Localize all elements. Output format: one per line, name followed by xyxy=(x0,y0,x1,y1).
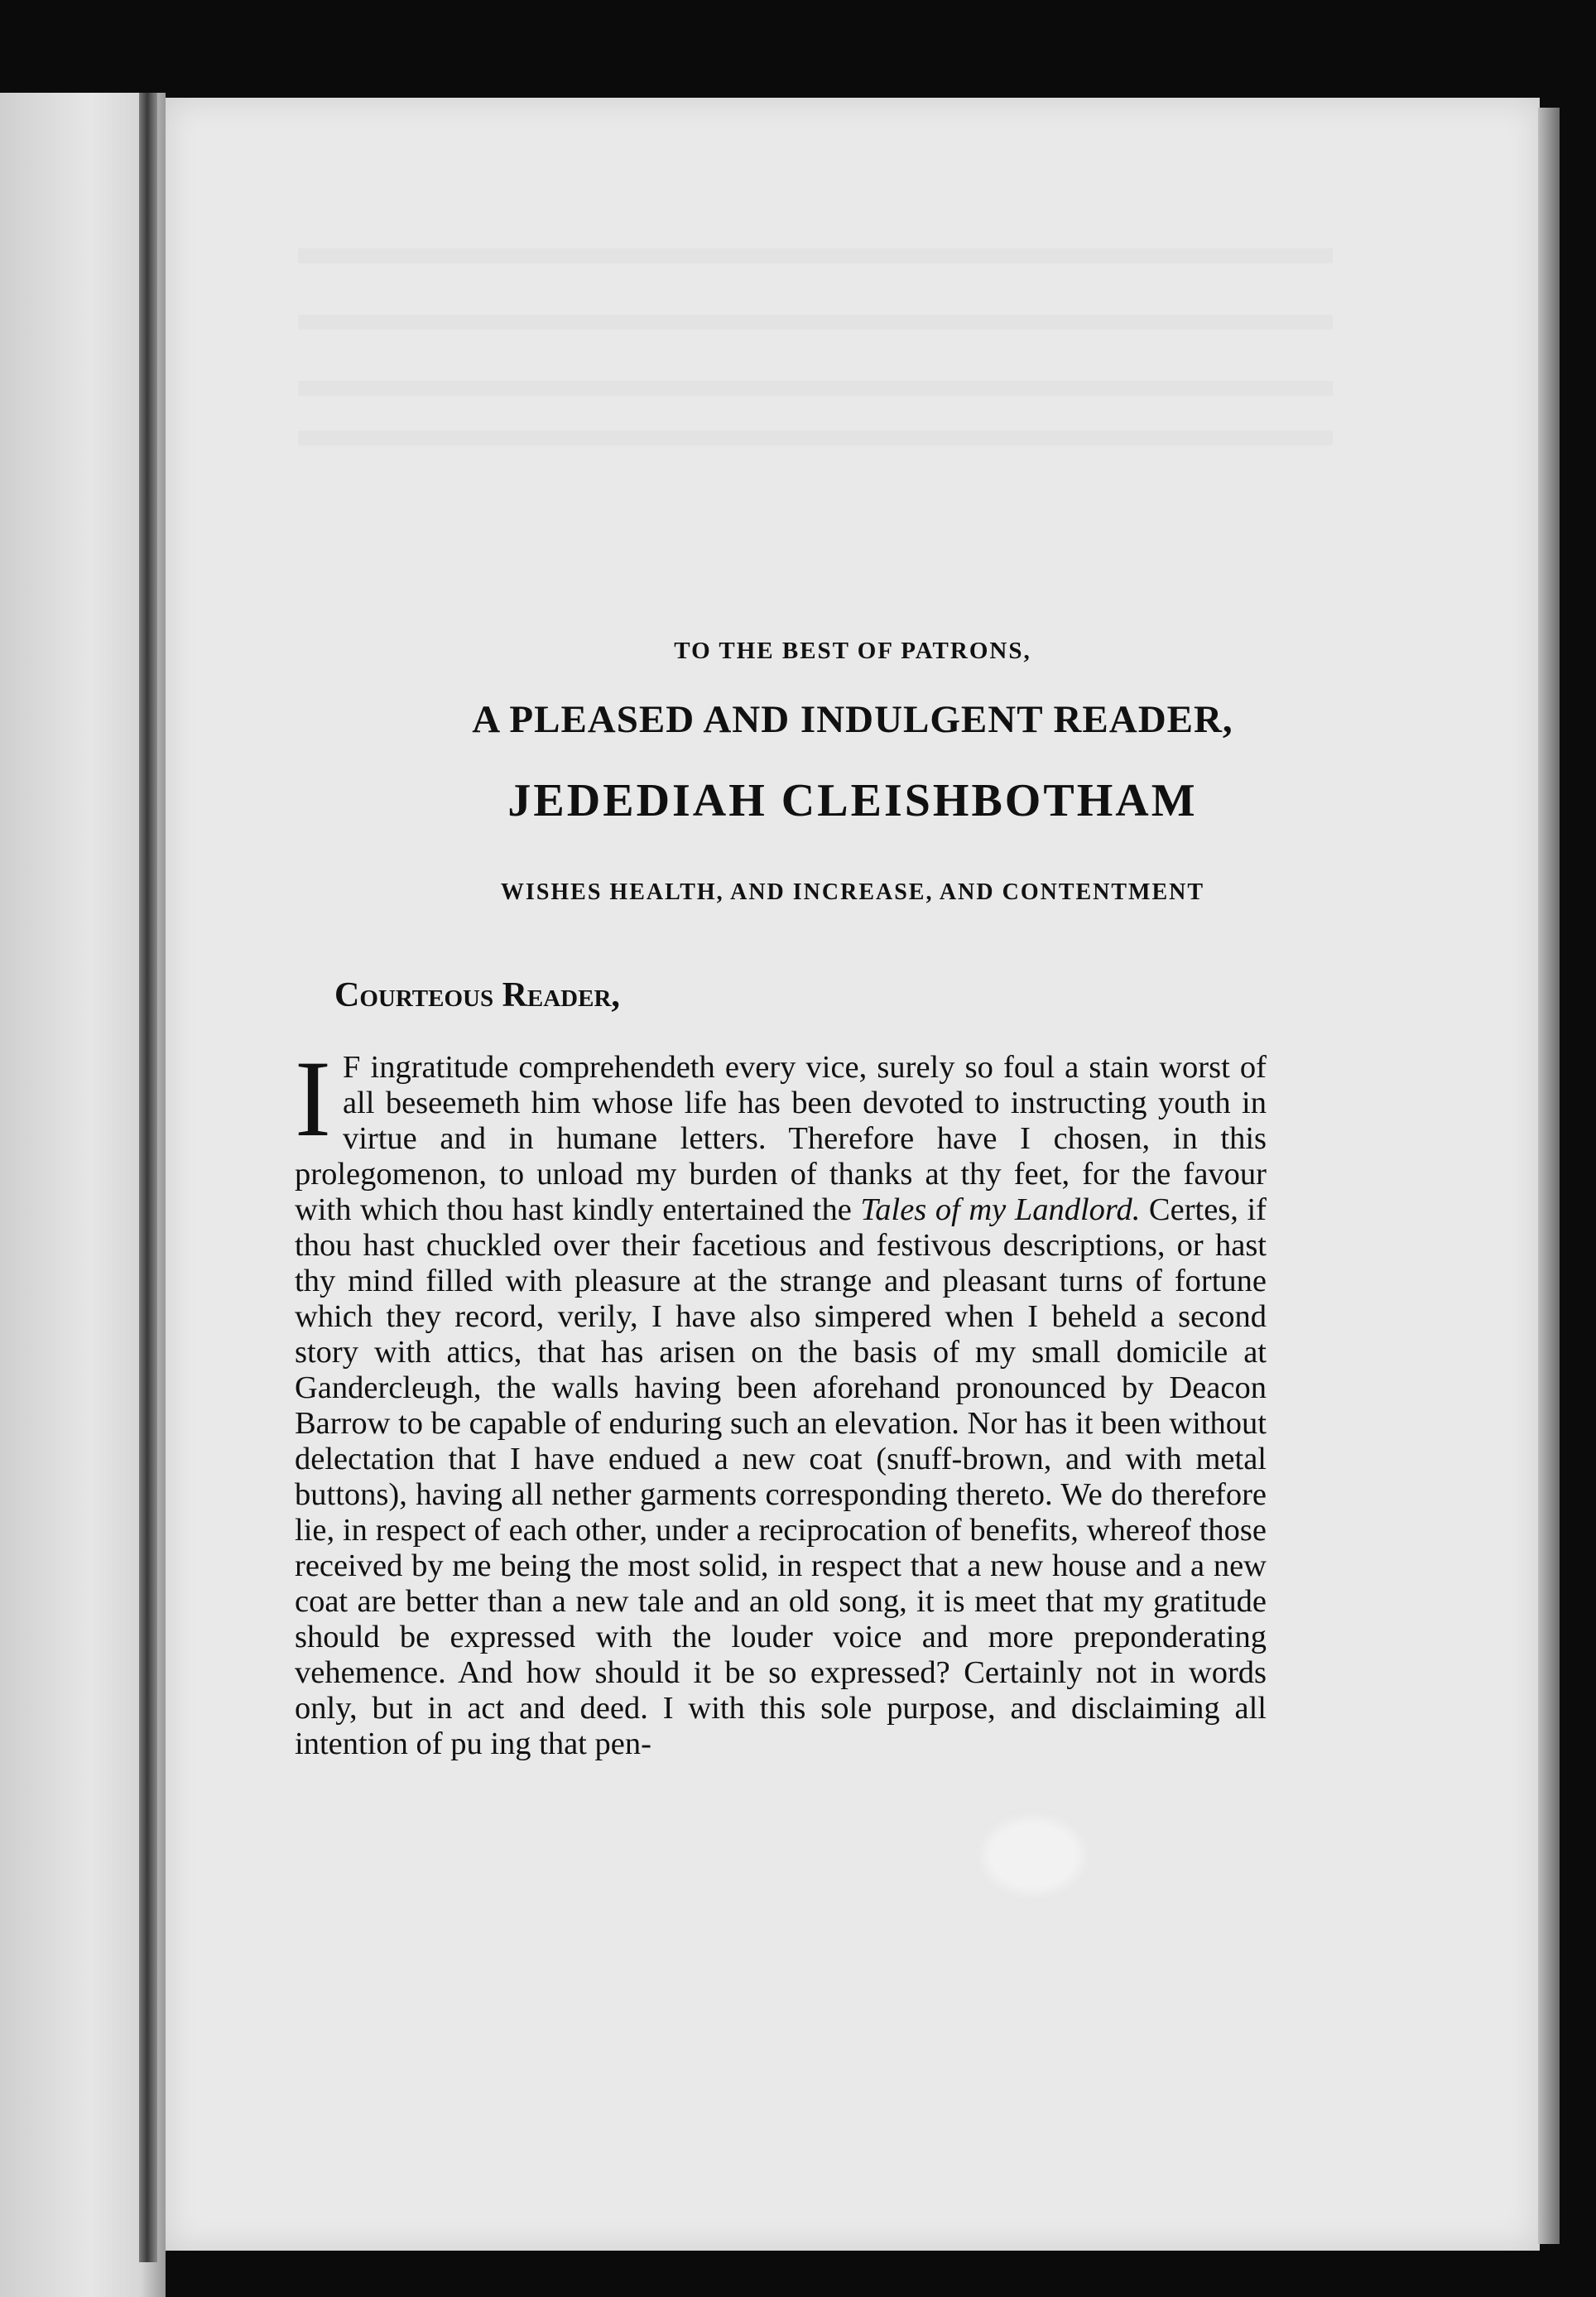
dedication-line-wishes: WISHES HEALTH, AND INCREASE, AND CONTENTMENT xyxy=(500,879,1205,905)
book-title-italic: Tales of my Landlord. xyxy=(860,1192,1141,1227)
body-paragraph xyxy=(295,1038,1267,1762)
page-edge xyxy=(1538,108,1560,2244)
show-through xyxy=(298,248,1333,263)
show-through xyxy=(298,381,1333,396)
dedication-line-patrons: TO THE BEST OF PATRONS, xyxy=(674,638,1031,664)
book-gutter xyxy=(139,93,157,2262)
drop-cap: I xyxy=(295,1038,331,1159)
scan-glare xyxy=(983,1818,1083,1893)
dedication-line-reader: A PLEASED AND INDULGENT READER, xyxy=(472,698,1233,741)
show-through xyxy=(298,431,1333,445)
show-through xyxy=(298,315,1333,330)
body-text-part2: Certes, if thou hast chuckled over their facetious and festivous descriptions, or hast thy mind filled with pleasure at the strange and pleasant turns of fortune which they record, verily, I have also simpered when I beheld a second story with attics, that has arisen on the basis of my small domicile at Gandercleugh, the walls having been aforehand pronounced by Deacon Barrow to be capable of enduring such an elevation. Nor has it been without delectation that I have endued a new coat (snuff-brown, and with metal buttons), having all nether garments corresponding thereto. We do therefore lie, in respect of each other, under a reciprocation of benefits, whereof those received by me being the most solid, in respect that a new house and a new coat are better than a new tale and an old song, it is meet that my gratitude should be expressed with the louder voice and more preponderating vehemence. And how should it be so expressed? Certainly not in words only, but in act and deed. I with this sole purpose, and disclaiming all intention of pu ing that pen- xyxy=(295,1192,1267,1761)
body-text-part1: F ingratitude comprehendeth every vice, surely so foul a stain worst of all beseemeth him whose life has been devoted to instructing youth in virtue and in humane letters. Therefore have I chosen, in this prolegomenon, to unload my burden of thanks at thy feet, for the favour with which thou hast kindly entertained the xyxy=(295,1050,1267,1227)
salutation: Courteous Reader, xyxy=(334,976,620,1014)
dedication-author-name: JEDEDIAH CLEISHBOTHAM xyxy=(507,775,1198,826)
